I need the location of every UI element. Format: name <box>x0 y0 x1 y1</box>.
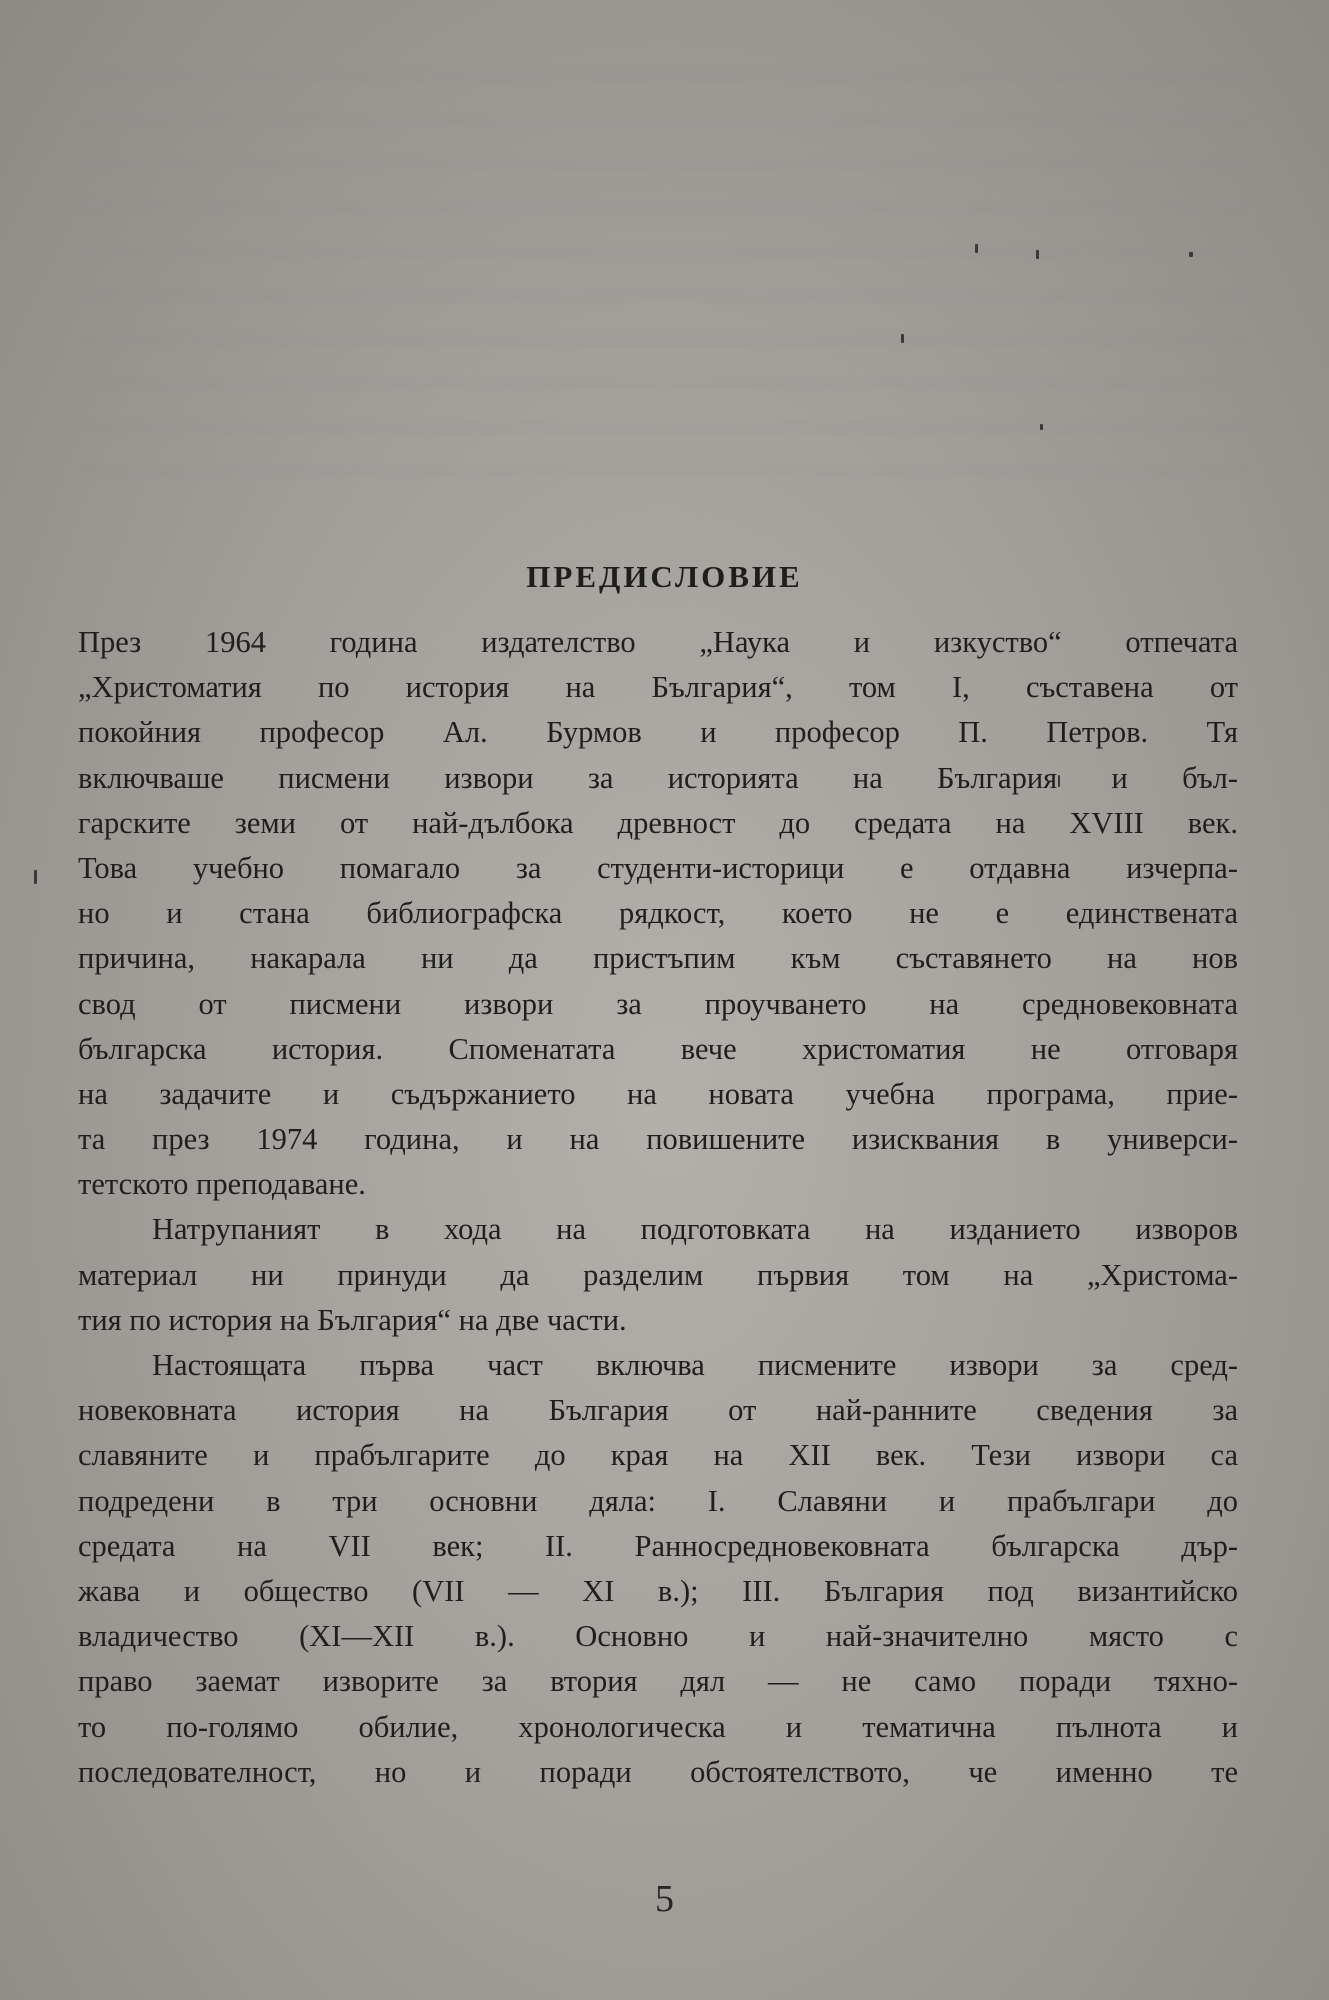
text-line: „Христоматия по история на България“, том I, съставена от <box>78 670 1238 705</box>
text-line: на задачите и съдържанието на новата учебна програма, прие- <box>78 1076 1238 1111</box>
ink-speck <box>1040 424 1043 430</box>
paragraph <box>78 1207 1238 1343</box>
text-line: Натрупаният в хода на подготовката на изданието изворов <box>152 1212 1238 1247</box>
text-line: та през 1974 година, и на повишените изисквания в универси- <box>78 1122 1238 1157</box>
text-line: но и стана библиографска рядкост, което не е единствената <box>78 896 1238 931</box>
ink-speck <box>1189 252 1193 257</box>
text-line: славяните и прабългарите до края на XII век. Тези извори са <box>78 1438 1238 1473</box>
text-line: покойния професор Ал. Бурмов и професор П. Петров. Тя <box>78 715 1238 750</box>
text-line: последователност, но и поради обстоятелството, че именно те <box>78 1754 1238 1789</box>
ink-speck <box>1036 250 1039 259</box>
body-text <box>78 620 1238 1795</box>
text-line: владичество (XI—XII в.). Основно и най-значително място с <box>78 1619 1238 1654</box>
paragraph <box>78 1343 1238 1795</box>
page-title: ПРЕДИСЛОВИЕ <box>526 558 803 594</box>
ink-speck <box>901 334 904 343</box>
ink-speck <box>34 870 37 884</box>
text-line: причина, накарала ни да пристъпим към съставянето на нов <box>78 941 1238 976</box>
text-line: тия по история на България“ на две части. <box>78 1302 627 1337</box>
text-line: Настоящата първа част включва писмените извори за сред- <box>152 1348 1238 1382</box>
text-line: подредени в три основни дяла: I. Славяни и прабългари до <box>78 1483 1238 1518</box>
text-line: новековната история на България от най-ранните сведения за <box>78 1393 1238 1428</box>
text-line: гарските земи от най-дълбока древност до средата на XVIII век. <box>78 805 1238 840</box>
text-line: то по-голямо обилие, хронологическа и тематична пълнота и <box>78 1709 1238 1744</box>
show-through-text <box>80 40 1250 480</box>
text-line: българска история. Споменатата вече христоматия не отговаря <box>78 1031 1238 1066</box>
text-line: През 1964 година издателство „Наука и изкуство“ отпечата <box>78 625 1238 659</box>
ink-speck <box>975 244 978 253</box>
text-line: право заемат изворите за втория дял — не само поради тяхно- <box>78 1664 1238 1699</box>
text-line: средата на VII век; II. Ранносредновековната българска дър- <box>78 1528 1238 1563</box>
text-line: Това учебно помагало за студенти-историци е отдавна изчерпа- <box>78 850 1238 885</box>
text-line: свод от писмени извори за проучването на средновековната <box>78 986 1238 1021</box>
page-number: 5 <box>655 1878 674 1920</box>
text-line: включваше писмени извори за историята на България и бъл- <box>78 760 1238 795</box>
text-line: материал ни принуди да разделим първия том на „Христома- <box>78 1257 1238 1292</box>
paragraph <box>78 620 1238 1207</box>
text-line: жава и общество (VII — XI в.); III. България под византийско <box>78 1573 1238 1608</box>
text-line: тетското преподаване. <box>78 1167 366 1202</box>
